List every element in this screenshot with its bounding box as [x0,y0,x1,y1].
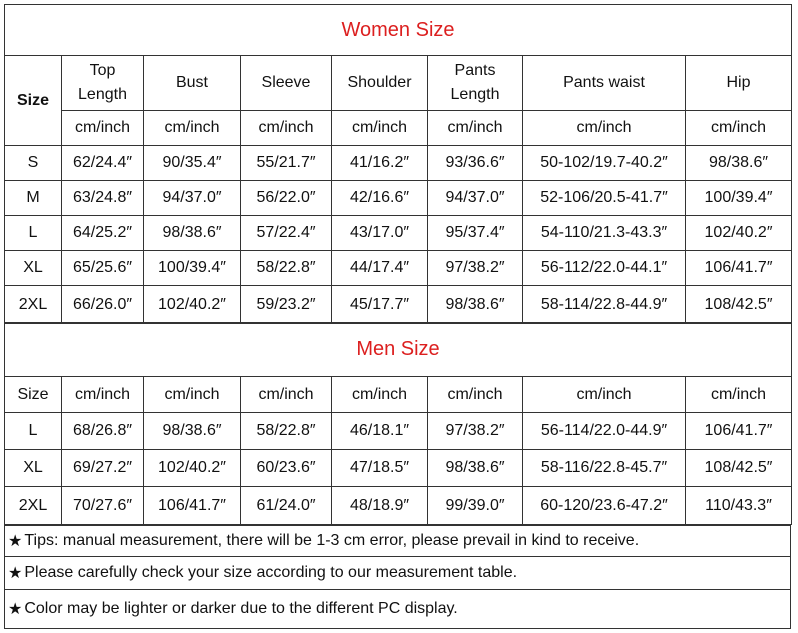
table-row [5,413,792,450]
table-cell: 60/23.6″ [241,450,332,487]
table-row [5,487,792,525]
table-row [5,450,792,487]
table-cell: 58/22.8″ [241,413,332,450]
table-cell: 64/25.2″ [62,216,144,251]
table-cell: 42/16.6″ [332,181,428,216]
table-cell: 45/17.7″ [332,286,428,324]
note-check-size [4,556,791,590]
women-size-2xl: 2XL [5,286,62,324]
women-unit-cell: cm/inch [686,111,792,146]
table-cell: 98/38.6″ [428,450,523,487]
star-icon: ★ [8,601,23,618]
table-cell: 65/25.6″ [62,251,144,286]
table-cell: 108/42.5″ [686,450,792,487]
women-size-l: L [5,216,62,251]
men-size-2xl: 2XL [5,487,62,525]
table-cell: 44/17.4″ [332,251,428,286]
note-check-size-text: Please carefully check your size according to our measurement table. [24,564,518,581]
women-header-pants-length: Pants Length [428,56,523,111]
table-cell: 68/26.8″ [62,413,144,450]
men-unit-cell: cm/inch [523,377,686,413]
table-row [5,216,792,251]
table-cell: 61/24.0″ [241,487,332,525]
men-size-xl: XL [5,450,62,487]
men-size-table [4,322,792,525]
men-unit-cell: cm/inch [686,377,792,413]
star-icon: ★ [8,533,23,550]
table-cell: 41/16.2″ [332,146,428,181]
table-cell: 100/39.4″ [144,251,241,286]
table-cell: 93/36.6″ [428,146,523,181]
table-cell: 58-116/22.8-45.7″ [523,450,686,487]
men-unit-cell: cm/inch [428,377,523,413]
table-cell: 102/40.2″ [144,286,241,324]
women-header-bust: Bust [144,56,241,111]
note-tip-text: Tips: manual measurement, there will be 1-3 cm error, please prevail in kind to receive. [24,532,640,549]
women-unit-cell: cm/inch [62,111,144,146]
table-cell: 95/37.4″ [428,216,523,251]
table-cell: 106/41.7″ [686,251,792,286]
table-cell: 66/26.0″ [62,286,144,324]
women-header-pants-waist: Pants waist [523,56,686,111]
men-unit-cell: cm/inch [241,377,332,413]
table-cell: 48/18.9″ [332,487,428,525]
table-cell: 58/22.8″ [241,251,332,286]
table-row [5,146,792,181]
note-tip [4,525,791,557]
table-cell: 50-102/19.7-40.2″ [523,146,686,181]
table-cell: 56-112/22.0-44.1″ [523,251,686,286]
women-unit-cell: cm/inch [428,111,523,146]
women-header-hip: Hip [686,56,792,111]
women-header-shoulder: Shoulder [332,56,428,111]
table-cell: 62/24.4″ [62,146,144,181]
table-cell: 110/43.3″ [686,487,792,525]
table-cell: 56-114/22.0-44.9″ [523,413,686,450]
men-unit-cell: cm/inch [62,377,144,413]
table-cell: 52-106/20.5-41.7″ [523,181,686,216]
table-cell: 56/22.0″ [241,181,332,216]
table-row [5,286,792,324]
table-cell: 99/39.0″ [428,487,523,525]
table-cell: 102/40.2″ [144,450,241,487]
table-cell: 55/21.7″ [241,146,332,181]
table-cell: 69/27.2″ [62,450,144,487]
men-unit-cell: cm/inch [144,377,241,413]
table-cell: 97/38.2″ [428,251,523,286]
men-unit-cell: cm/inch [332,377,428,413]
women-size-title: Women Size [5,5,792,56]
table-cell: 108/42.5″ [686,286,792,324]
table-cell: 100/39.4″ [686,181,792,216]
women-size-table [4,4,792,324]
women-unit-cell: cm/inch [523,111,686,146]
women-header-sleeve: Sleeve [241,56,332,111]
women-size-header: Size [5,56,62,146]
table-cell: 47/18.5″ [332,450,428,487]
note-color-text: Color may be lighter or darker due to the different PC display. [24,600,458,617]
table-cell: 43/17.0″ [332,216,428,251]
table-cell: 46/18.1″ [332,413,428,450]
table-cell: 98/38.6″ [428,286,523,324]
table-cell: 58-114/22.8-44.9″ [523,286,686,324]
table-cell: 94/37.0″ [144,181,241,216]
table-cell: 106/41.7″ [144,487,241,525]
women-size-s: S [5,146,62,181]
table-cell: 63/24.8″ [62,181,144,216]
women-unit-cell: cm/inch [241,111,332,146]
table-cell: 57/22.4″ [241,216,332,251]
table-cell: 98/38.6″ [144,216,241,251]
women-size-xl: XL [5,251,62,286]
men-size-l: L [5,413,62,450]
star-icon: ★ [8,565,23,582]
table-cell: 54-110/21.3-43.3″ [523,216,686,251]
table-cell: 59/23.2″ [241,286,332,324]
women-unit-cell: cm/inch [144,111,241,146]
women-unit-cell: cm/inch [332,111,428,146]
women-header-top-length: Top Length [62,56,144,111]
table-cell: 60-120/23.6-47.2″ [523,487,686,525]
women-size-m: M [5,181,62,216]
note-color [4,589,791,629]
table-row [5,251,792,286]
table-cell: 102/40.2″ [686,216,792,251]
table-cell: 97/38.2″ [428,413,523,450]
men-size-header: Size [5,377,62,413]
table-cell: 98/38.6″ [144,413,241,450]
men-size-title: Men Size [5,323,792,377]
table-cell: 94/37.0″ [428,181,523,216]
table-cell: 70/27.6″ [62,487,144,525]
table-row [5,181,792,216]
table-cell: 98/38.6″ [686,146,792,181]
table-cell: 90/35.4″ [144,146,241,181]
table-cell: 106/41.7″ [686,413,792,450]
